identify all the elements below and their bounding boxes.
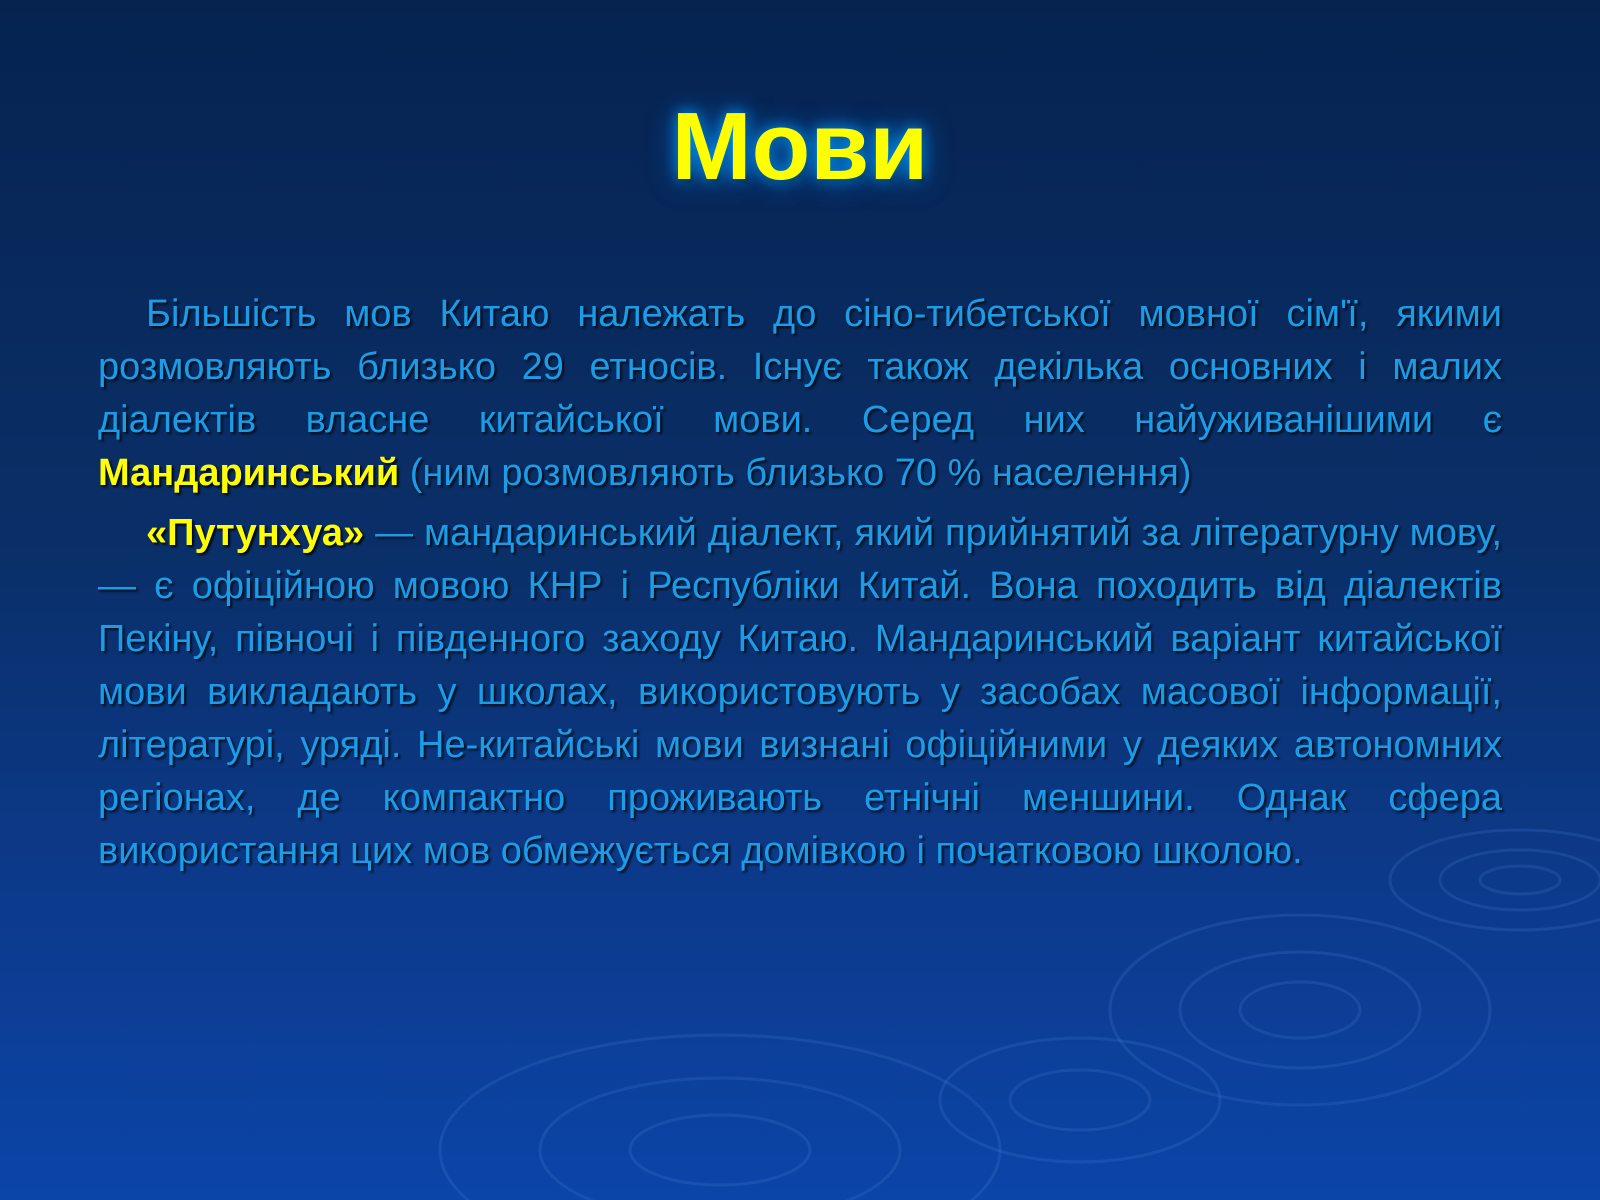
paragraph2-text: — мандаринський діалект, який прийнятий за літературну мову, — є офіційною мовою КНР і Республіки Китай. Вона походить від діалектів Пекіну, півночі і південного заходу Китаю. Мандаринський варіант китайської мови викладають у школах, використовують у засобах масової інформації, літературі, уряді. Не-китайські мови визнані офіційними у деяких автономних регіонах, де компактно проживають етнічні меншини. Однак сфера використання цих мов обмежується домівкою і початковою школою. bbox=[98, 512, 1502, 872]
slide-body bbox=[98, 288, 1502, 885]
paragraph-languages bbox=[98, 288, 1502, 500]
highlight-mandarin: Мандаринський bbox=[98, 452, 400, 494]
slide-title: Мови bbox=[671, 93, 929, 200]
paragraph-putonghua bbox=[98, 507, 1502, 878]
paragraph1-text: Більшість мов Китаю належать до сіно-тибетської мовної сім'ї, якими розмовляють близько 29 етносів. Існує також декілька основних і малих діалектів власне китайської мови. Серед них найуживанішими є bbox=[98, 293, 1502, 441]
paragraph1-text-end: (ним розмовляють близько 70 % населення) bbox=[399, 452, 1192, 494]
highlight-putonghua: «Путунхуа» bbox=[146, 512, 365, 554]
